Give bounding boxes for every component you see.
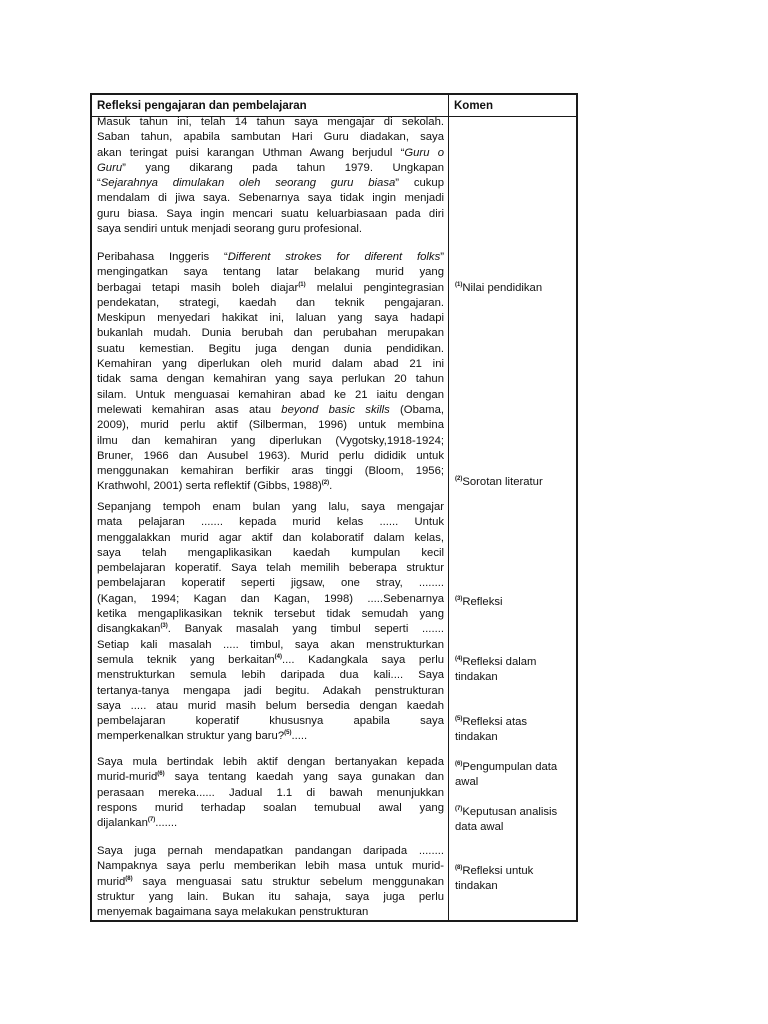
comment-text: Refleksi dalam [462,656,537,668]
reflection-paragraph [97,755,444,831]
paragraph-line: mengingatkan saya tentang latar belakang murid yang [97,266,444,279]
paragraph-line: struktur yang lain. Bukan itu sahaja, saya juga perlu [97,890,444,903]
comment-note [455,864,575,895]
header-comment: Komen [454,100,493,112]
comment-note [455,760,575,791]
paragraph-line: tertanya-tanya mengapa jadi begitu. Adakah penstrukturan [97,684,444,697]
comment-note [455,805,575,836]
paragraph-line: ilmu dan kemahiran yang diperlukan (Vygotsky,1918-1924; [97,434,444,447]
paragraph-line: mata pelajaran ....... kepada murid kelas ...... Untuk [97,516,444,529]
paragraph-line: tidak sama dengan kemahiran yang saya perlukan 20 tahun [97,373,444,386]
paragraph-line: perasaan mereka...... Jadual 1.1 di bawah menunjukkan [97,786,444,799]
comment-text: Nilai pendidikan [462,282,543,294]
paragraph-line: Bruner, 1966 dan Ausubel 1963). Murid perlu dididik untuk [97,449,444,462]
paragraph-line: suatu kemestian. Begitu juga dengan dunia pendidikan. [97,342,444,355]
paragraph-line: “Sejarahnya dimulakan oleh seorang guru biasa” cukup [97,177,445,190]
comment-number: (6) [455,761,463,767]
paragraph-line: berbagai tetapi masih boleh diajar$^{(1)}$ melalui pengintegrasian [97,281,444,294]
paragraph-line: memperkenalkan struktur yang baru?$^{(5)}$..... [97,730,308,743]
paragraph-line: guru biasa. Saya ingin mencari suatu keluarbiasaan pada diri [97,207,444,220]
paragraph-line: Peribahasa Inggeris “Different strokes for diferent folks” [97,251,444,263]
paragraph-line: saya ..... atau murid masih belum bersedia dengan kaedah [97,699,444,712]
comment-note [455,281,575,296]
paragraph-line: murid$^{(8)}$ saya menguasai satu struktur sebelum menggunakan [97,875,444,888]
paragraph-line: pembelajaran koperatif. Saya telah memilih beberapa struktur [97,562,444,575]
table-header-row [92,95,576,117]
comment-number: (8) [455,865,463,871]
paragraph-line: melewati kemahiran asas atau beyond basic skills (Obama, [97,403,444,416]
comment-text: tindakan [455,880,498,893]
comment-note [455,475,575,490]
comment-text: tindakan [455,671,498,684]
paragraph-line: Guru” yang dikarang pada tahun 1979. Ungkapan [97,161,444,174]
paragraph-line: pembelajaran koperatif seperti jigsaw, one stray, ........ [97,577,444,590]
column-divider [448,95,449,920]
paragraph-line: akan teringat puisi karangan Uthman Awang berjudul “Guru o [97,146,444,159]
paragraph-line: Masuk tahun ini, telah 14 tahun saya mengajar di sekolah. [97,116,444,128]
paragraph-line: Nampaknya saya perlu memberikan lebih masa untuk murid- [97,860,444,873]
paragraph-line: pendekatan, strategi, kaedah dan teknik pengajaran. [97,296,444,309]
paragraph-line: ketika mengaplikasikan teknik tersebut tidak semudah yang [97,608,444,621]
paragraph-line: 2009), murid perlu aktif (Silberman, 1996) untuk membina [97,419,444,432]
reflection-paragraph [97,844,444,920]
comment-text: Refleksi untuk [462,865,534,877]
paragraph-line: menyemak bagaimana saya melakukan penstrukturan [97,906,369,919]
comment-text: awal [455,776,479,789]
paragraph-line: Meskipun menyedari hakikat ini, laluan yang saya hadapi [97,312,444,325]
paragraph-line: menggalakkan murid agar aktif dan kolaboratif dalam kelas, [97,531,444,544]
paragraph-line: Saya juga pernah mendapatkan pandangan daripada ........ [97,845,444,857]
paragraph-line: Sepanjang tempoh enam bulan yang lalu, saya mengajar [97,501,444,513]
paragraph-line: Saban tahun, apabila sambutan Hari Guru diadakan, saya [97,131,444,144]
comment-text: tindakan [455,731,498,744]
comment-text: Refleksi [462,596,503,608]
comment-text: Sorotan literatur [462,476,543,488]
comment-text: Refleksi atas [462,716,528,728]
comment-number: (3) [455,596,463,602]
paragraph-line: menggunakan kemahiran berfikir aras tinggi (Bloom, 1956; [97,465,444,478]
comment-number: (1) [455,282,463,288]
paragraph-line: disangkakan$^{(3)}$. Banyak masalah yang timbul seperti ....... [97,623,444,636]
paragraph-line: Saya mula bertindak lebih aktif dengan bertanyakan kepada [97,756,444,768]
comment-note [455,655,575,686]
paragraph-line: saya sendiri untuk menjadi seorang guru profesional. [97,223,363,236]
reflection-paragraph [97,500,444,745]
paragraph-line: Kemahiran yang diperlukan oleh murid dalam abad 21 ini [97,358,444,371]
comment-text: data awal [455,821,504,834]
paragraph-line: menstrukturkan semula lebih daripada dua kali.... Saya [97,669,444,682]
reflection-table [90,93,578,922]
paragraph-line: murid-murid$^{(6)}$ saya tentang kaedah yang saya gunakan dan [97,771,444,784]
comment-number: (5) [455,716,463,722]
comment-number: (2) [455,476,463,482]
paragraph-line: Krathwohl, 2001) serta reflektif (Gibbs, 1988)$^{(2)}$. [97,480,333,493]
paragraph-line: mendalam di jiwa saya. Sebenarnya saya tidak ingin menjadi [97,192,444,205]
comment-note [455,715,575,746]
comment-number: (4) [455,656,463,662]
paragraph-line: respons murid terhadap soalan temubual awal yang [97,801,444,814]
paragraph-line: dijalankan$^{(7)}$....... [97,817,178,830]
paragraph-line: (Kagan, 1994; Kagan dan Kagan, 1998) .....Sebenarnya [97,592,444,605]
paragraph-line: saya telah mengaplikasikan kaedah kumpulan kecil [97,546,444,559]
paragraph-line: bukanlah mudah. Dunia berubah dan perubahan merupakan [97,327,444,340]
paragraph-line: pembelajaran koperatif khususnya apabila saya [97,715,444,728]
reflection-paragraph [97,250,444,495]
header-reflection: Refleksi pengajaran dan pembelajaran [97,100,307,112]
reflection-paragraph [97,115,444,237]
comment-number: (7) [455,806,463,812]
comment-text: Keputusan analisis [462,806,558,818]
comment-text: Pengumpulan data [462,761,558,773]
paragraph-line: silam. Untuk menguasai kemahiran abad ke 21 iaitu dengan [97,388,444,401]
paragraph-line: Setiap kali masalah ..... timbul, saya akan menstrukturkan [97,638,444,651]
comment-note [455,595,575,610]
paragraph-line: semula teknik yang berkaitan$^{(4)}$.... Kadangkala saya perlu [97,653,444,666]
